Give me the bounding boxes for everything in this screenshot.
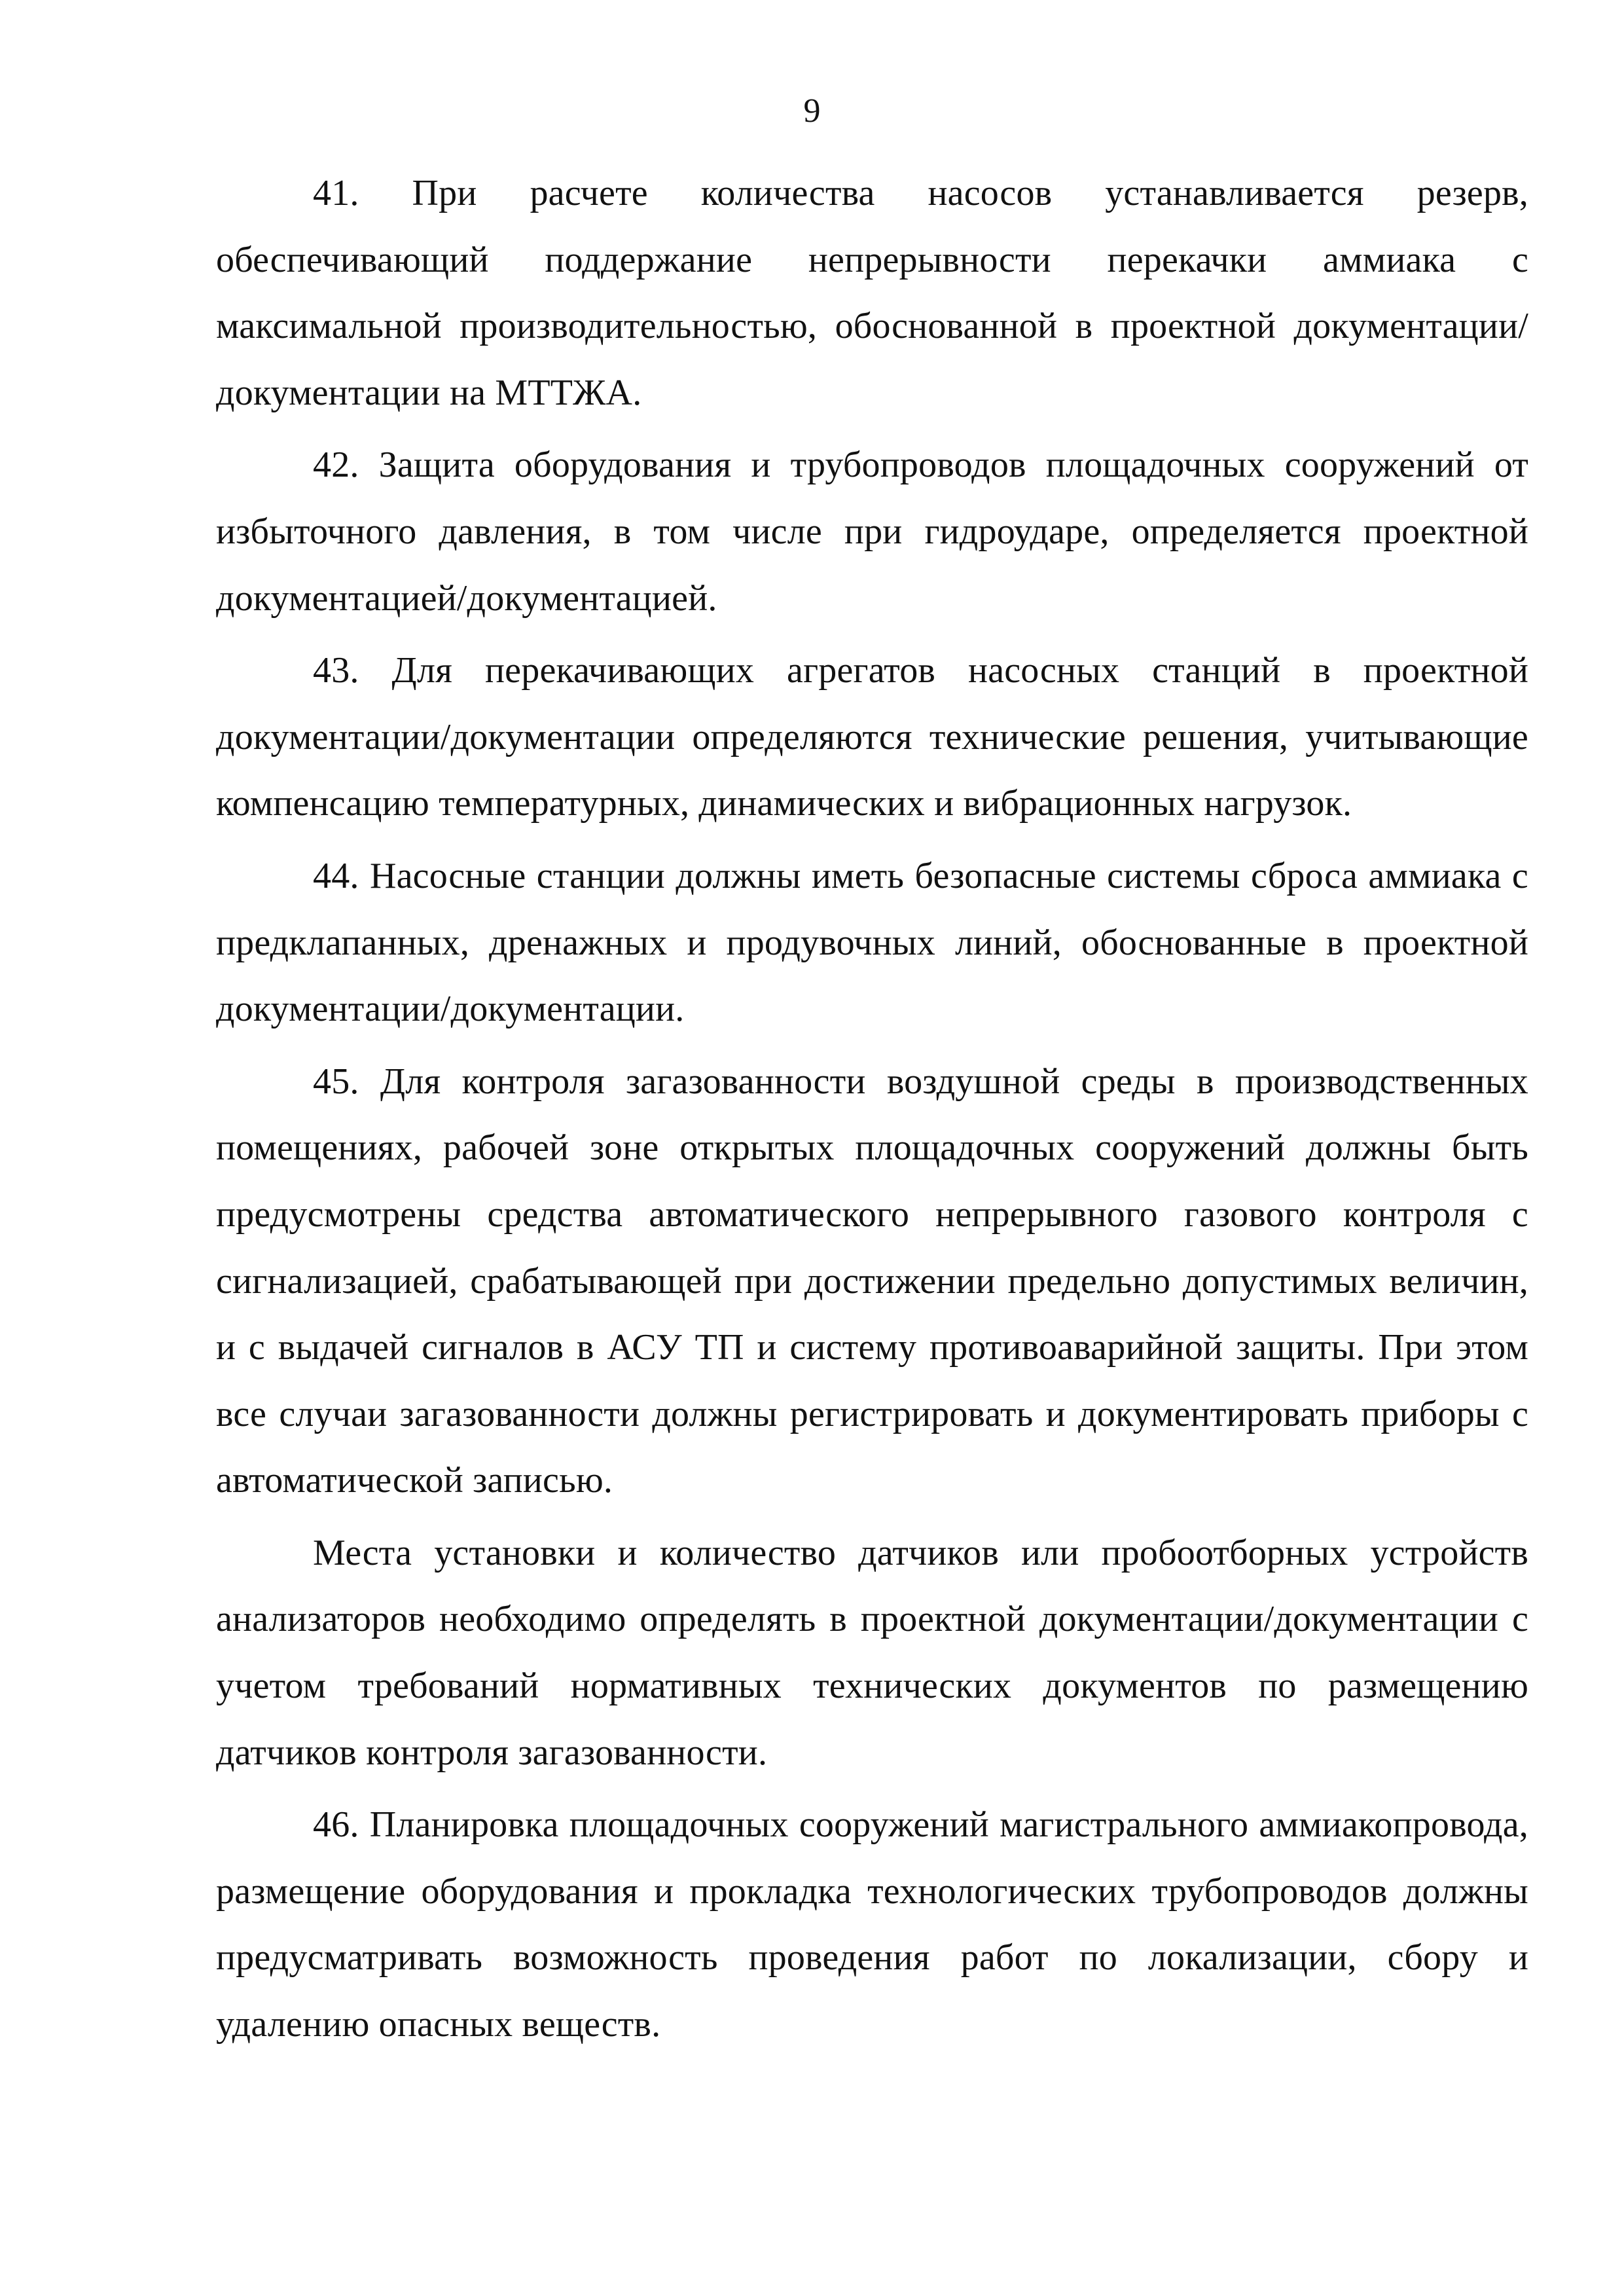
page-number: 9 [803,92,821,130]
paragraph-46: 46. Планировка площадочных сооружений магистрального аммиакопровода, размещение оборудования и прокладка технологических трубопроводов должны предусматривать возможность проведения работ по локализации, сбору и удалению опасных веществ. [216,1804,1528,2045]
paragraph-44: 44. Насосные станции должны иметь безопасные системы сброса аммиака с предклапанных, дренажных и продувочных линий, обоснованные в проектной документации/документации. [216,855,1528,1030]
document-body [216,160,1528,2064]
paragraph-45-continuation: Места установки и количество датчиков или пробоотборных устройств анализаторов необходимо определять в проектной документации/документации с учетом требований нормативных технических документов по размещению датчиков контроля загазованности. [216,1532,1528,1773]
paragraph-43: 43. Для перекачивающих агрегатов насосных станций в проектной документации/документации определяются технические решения, учитывающие компенсацию температурных, динамических и вибрационных нагрузок. [216,650,1528,824]
paragraph-42: 42. Защита оборудования и трубопроводов площадочных сооружений от избыточного давления, в том числе при гидроударе, определяется проектной документацией/документацией. [216,445,1528,619]
paragraph-45: 45. Для контроля загазованности воздушной среды в производственных помещениях, рабочей зоне открытых площадочных сооружений должны быть предусмотрены средства автоматического непрерывного газового контроля с сигнализацией, срабатывающей при достижении предельно допустимых величин, и с выдачей сигналов в АСУ ТП и систему противоаварийной защиты. При этом все случаи загазованности должны регистрировать и документировать приборы с автоматической записью. [216,1061,1528,1501]
paragraph-41: 41. При расчете количества насосов устанавливается резерв, обеспечивающий поддержание непрерывности перекачки аммиака с максимальной производительностью, обоснованной в проектной документации/документации на МТТЖА. [216,173,1528,413]
